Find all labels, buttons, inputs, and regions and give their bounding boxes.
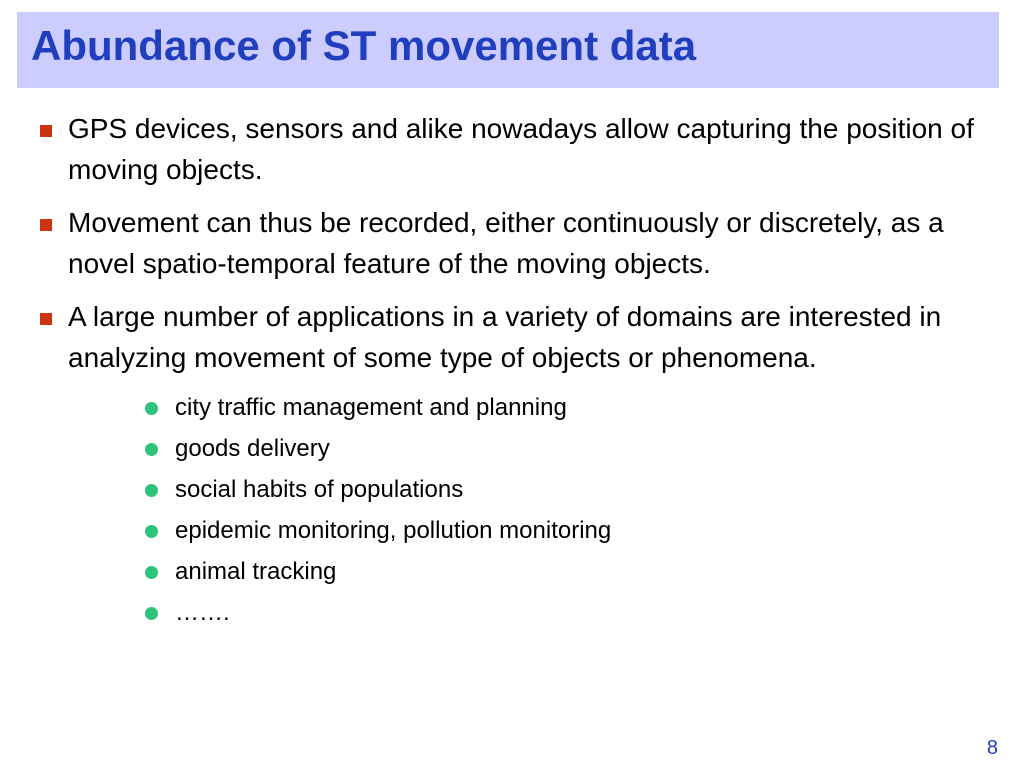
bullet-item	[0, 296, 1024, 378]
sub-bullet-item	[0, 431, 1024, 472]
circle-bullet-icon	[145, 484, 158, 497]
bullet-text: Movement can thus be recorded, either continuously or discretely, as a novel spatio-temporal feature of the moving objects.	[68, 207, 944, 279]
square-bullet-icon	[40, 313, 52, 325]
circle-bullet-icon	[145, 607, 158, 620]
square-bullet-icon	[40, 219, 52, 231]
sub-bullet-text: animal tracking	[175, 558, 337, 585]
slide-content	[0, 108, 1024, 636]
sub-bullet-item	[0, 472, 1024, 513]
circle-bullet-icon	[145, 525, 158, 538]
sub-bullet-list	[0, 390, 1024, 636]
sub-bullet-item	[0, 513, 1024, 554]
sub-bullet-item	[0, 554, 1024, 595]
title-bar	[17, 12, 999, 88]
page-number: 8	[986, 737, 998, 759]
circle-bullet-icon	[145, 566, 158, 579]
circle-bullet-icon	[145, 402, 158, 415]
sub-bullet-text: city traffic management and planning	[175, 394, 567, 421]
bullet-item	[0, 202, 1024, 284]
sub-bullet-text: social habits of populations	[175, 476, 464, 503]
sub-bullet-text: …….	[175, 599, 230, 626]
circle-bullet-icon	[145, 443, 158, 456]
bullet-item	[0, 108, 1024, 190]
sub-bullet-text: epidemic monitoring, pollution monitoring	[175, 517, 612, 544]
sub-bullet-item	[0, 390, 1024, 431]
bullet-text: A large number of applications in a variety of domains are interested in analyzing movement of some type of objects or phenomena.	[68, 301, 942, 373]
square-bullet-icon	[40, 125, 52, 137]
sub-bullet-text: goods delivery	[175, 435, 330, 462]
bullet-text: GPS devices, sensors and alike nowadays allow capturing the position of moving objects.	[68, 113, 974, 185]
sub-bullet-item	[0, 595, 1024, 636]
slide-title: Abundance of ST movement data	[31, 22, 697, 69]
